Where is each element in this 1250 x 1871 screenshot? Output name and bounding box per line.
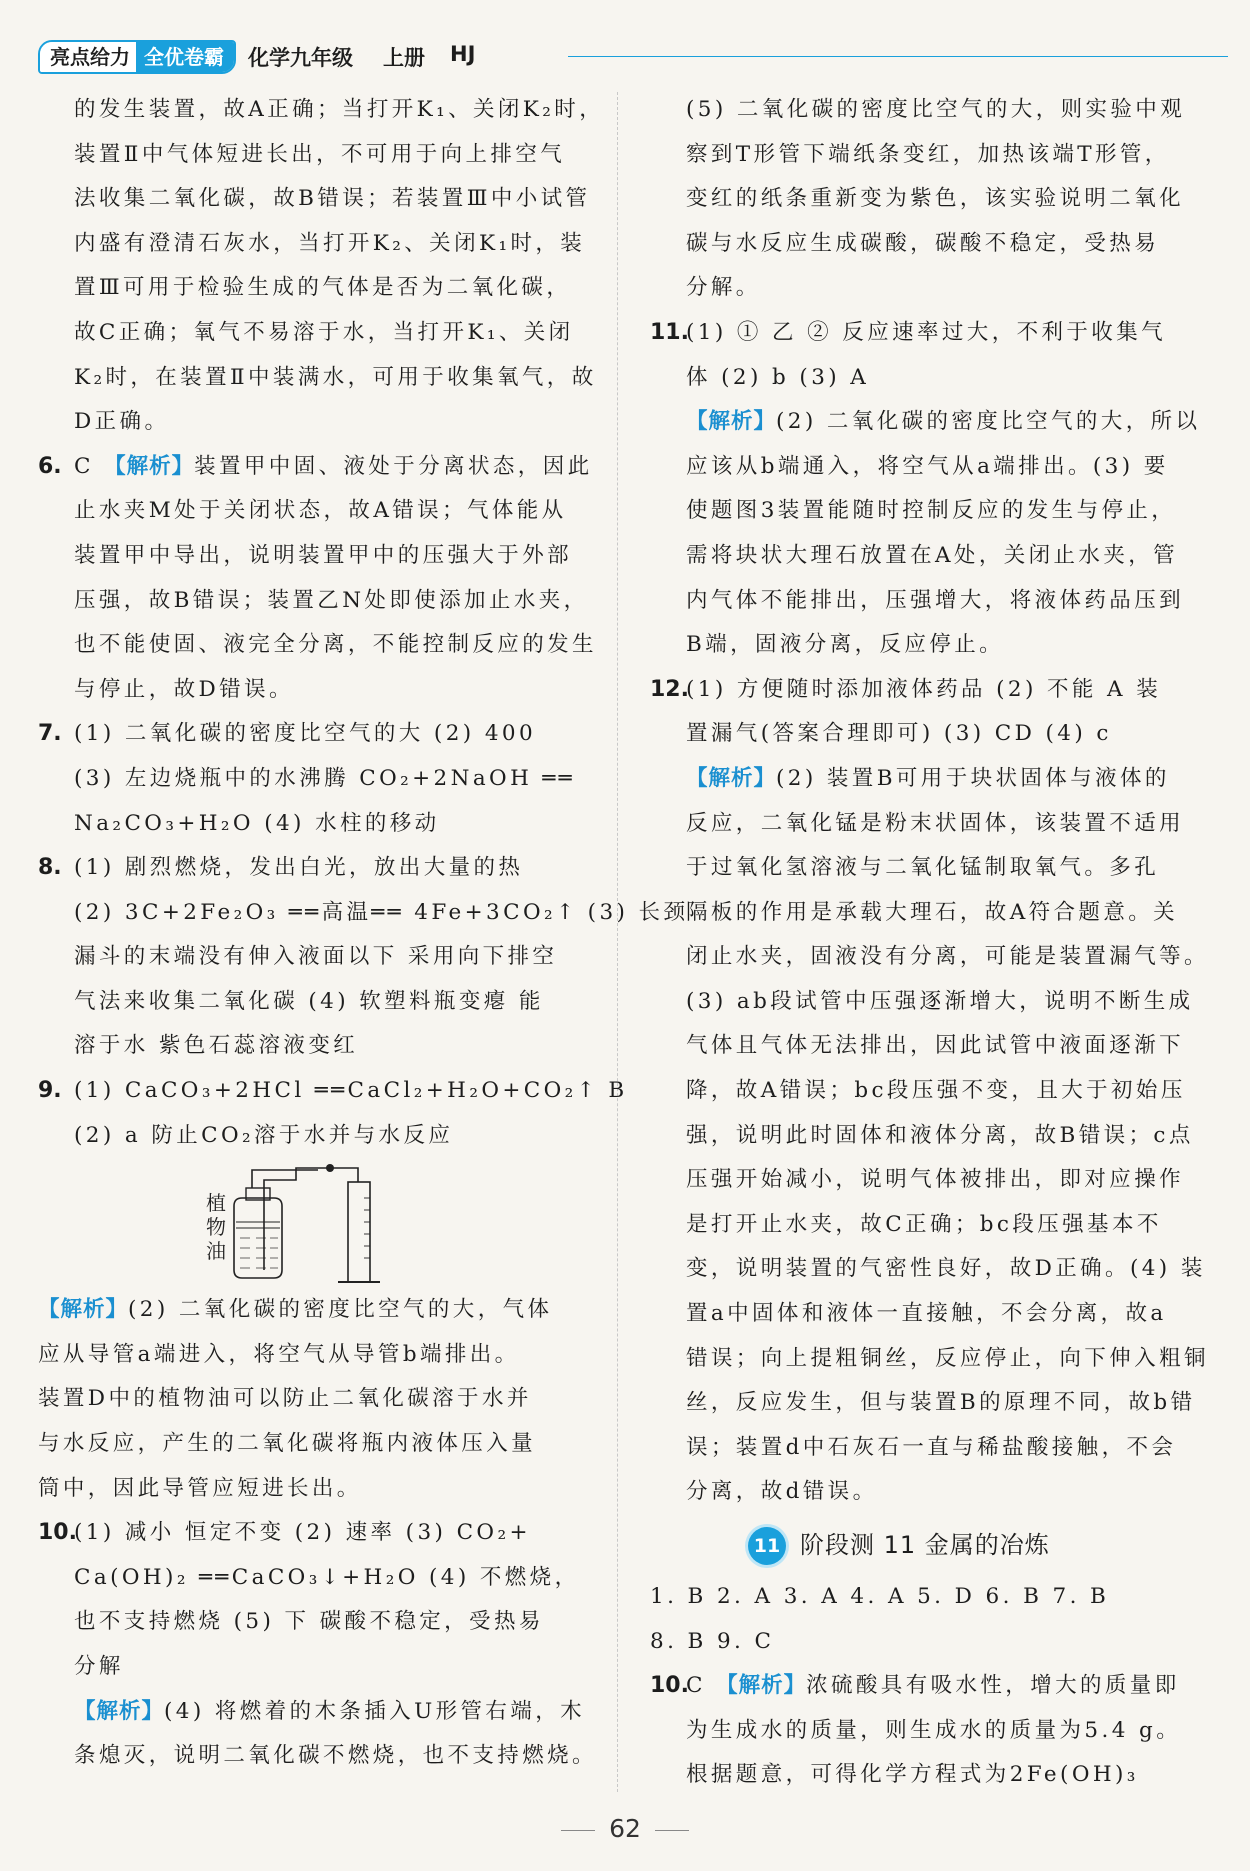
text-line: 压强开始减小，说明气体被排出，即对应操作 <box>686 1167 1185 1193</box>
analysis-tag: 【解析】 <box>716 1673 807 1699</box>
text-line: 于过氧化氢溶液与二氧化锰制取氧气。多孔 <box>686 855 1160 881</box>
page-footer <box>0 1814 1250 1843</box>
figure-label-1: 植 <box>206 1191 230 1216</box>
question-number: 8. <box>38 855 62 881</box>
answers-row: 1. B 2. A 3. A 4. A 5. D 6. B 7. B <box>650 1584 1110 1609</box>
text-line: 溶于水 紫色石蕊溶液变红 <box>74 1033 359 1059</box>
text-line: 错误；向上提粗铜丝，反应停止，向下伸入粗铜 <box>686 1345 1209 1371</box>
subject-label: 化学九年级 <box>248 46 353 70</box>
answer-text: (1) CaCO₃+2HCl ══CaCl₂+H₂O+CO₂↑ B <box>74 1078 628 1104</box>
text-line: (2) a 防止CO₂溶于水并与水反应 <box>74 1122 454 1148</box>
text-line: 与停止，故D错误。 <box>74 676 294 702</box>
text-line: Na₂CO₃+H₂O (4) 水柱的移动 <box>74 810 440 836</box>
question-8 <box>38 846 598 891</box>
text-line: 置Ⅲ可用于检验生成的气体是否为二氧化碳， <box>74 275 572 301</box>
text-line: 碳与水反应生成碳酸，碳酸不稳定，受热易 <box>686 230 1160 256</box>
text-line: 根据题意，可得化学方程式为2Fe(OH)₃ <box>686 1762 1139 1788</box>
text-line: 筒中，因此导管应短进长出。 <box>38 1475 362 1501</box>
water-hatching <box>240 1238 278 1268</box>
page-number: 62 <box>609 1814 641 1843</box>
text-line: 察到T形管下端纸条变红，加热该端T形管， <box>686 141 1170 167</box>
text-line: 条熄灭，说明二氧化碳不燃烧，也不支持燃烧。 <box>74 1743 597 1769</box>
text-line: 是打开止水夹，故C正确；bc段压强基本不 <box>686 1211 1162 1237</box>
answer-text: (1) 二氧化碳的密度比空气的大 (2) 400 <box>74 721 537 747</box>
text-line: K₂时，在装置Ⅱ中装满水，可用于收集氧气，故 <box>74 364 597 390</box>
analysis-tag: 【解析】 <box>686 765 777 791</box>
apparatus-figure <box>38 1158 598 1288</box>
question-11 <box>650 311 1202 356</box>
answer-text: (1) ① 乙 ② 反应速率过大，不利于收集气 <box>686 319 1166 345</box>
text-line: 也不支持燃烧 (5) 下 碳酸不稳定，受热易 <box>74 1609 544 1635</box>
text-line: (3) ab段试管中压强逐渐增大，说明不断生成 <box>686 988 1194 1014</box>
text-line: 与水反应，产生的二氧化碳将瓶内液体压入量 <box>38 1431 537 1457</box>
text-line: (2) 3C+2Fe₂O₃ ══高温══ 4Fe+3CO₂↑ (3) 长颈 <box>74 899 689 925</box>
text-line: 闭止水夹，固液没有分离，可能是装置漏气等。 <box>686 944 1209 970</box>
analysis-tag: 【解析】 <box>686 409 777 435</box>
question-7 <box>38 712 598 757</box>
analysis-line: 【解析】(2) 二氧化碳的密度比空气的大，气体 <box>38 1297 553 1323</box>
answer-text: (1) 方便随时添加液体药品 (2) 不能 A 装 <box>686 676 1162 702</box>
edition-label: HJ <box>450 42 476 66</box>
text-line: 分离，故d错误。 <box>686 1479 878 1505</box>
volume-label: 上册 <box>383 46 425 70</box>
graduated-cylinder <box>348 1182 370 1282</box>
text-line: 装置Ⅱ中气体短进长出，不可用于向上排空气 <box>74 141 566 167</box>
text-line: B端，固液分离，反应停止。 <box>686 632 1005 658</box>
text-line: 反应，二氧化锰是粉末状固体，该装置不适用 <box>686 810 1185 836</box>
answers-row: 8. B 9. C <box>650 1628 775 1654</box>
inlet-tube <box>252 1170 318 1188</box>
footer-dash-right <box>655 1830 689 1831</box>
question-9 <box>38 1069 628 1114</box>
column-divider <box>617 92 618 1792</box>
text-line: 应该从b端通入，将空气从a端排出。(3) 要 <box>686 453 1169 479</box>
text-line: 止水夹M处于关闭状态，故A错误；气体能从 <box>74 498 567 524</box>
text-line: 法收集二氧化碳，故B错误；若装置Ⅲ中小试管 <box>74 186 591 212</box>
outlet-tube <box>264 1168 358 1270</box>
answer-text: C 【解析】浓硫酸具有吸水性，增大的质量即 <box>686 1673 1180 1699</box>
question-number: 10. <box>650 1673 689 1699</box>
question-number: 6. <box>38 453 62 479</box>
text-line: 内气体不能排出，压强增大，将液体药品压到 <box>686 587 1185 613</box>
text-line: D正确。 <box>74 409 170 435</box>
header-rule <box>568 56 1228 57</box>
text-line: 强，说明此时固体和液体分离，故B错误；c点 <box>686 1122 1194 1148</box>
section-heading <box>650 1515 1202 1575</box>
brand-right: 全优卷霸 <box>136 42 234 72</box>
text-line: 隔板的作用是承载大理石，故A符合题意。关 <box>686 899 1179 925</box>
text-line: 气体且气体无法排出，因此试管中液面逐渐下 <box>686 1033 1185 1059</box>
clamp <box>326 1164 334 1172</box>
text-line: 误；装置d中石灰石一直与稀盐酸接触，不会 <box>686 1434 1177 1460</box>
text-line: 为生成水的质量，则生成水的质量为5.4 g。 <box>686 1717 1182 1743</box>
text-line: 也不能使固、液完全分离，不能控制反应的发生 <box>74 632 597 658</box>
cylinder-graduations <box>364 1198 370 1258</box>
text-line: 使题图3装置能随时控制反应的发生与停止， <box>686 498 1177 524</box>
question-number: 9. <box>38 1078 62 1104</box>
text-line: Ca(OH)₂ ══CaCO₃↓+H₂O (4) 不燃烧， <box>74 1564 580 1590</box>
question-6 <box>38 445 598 490</box>
text-line: 置a中固体和液体一直接触，不会分离，故a <box>686 1301 1167 1327</box>
text-line: 应从导管a端进入，将空气从导管b端排出。 <box>38 1341 520 1367</box>
text-line: 丝，反应发生，但与装置B的原理不同，故b错 <box>686 1390 1196 1416</box>
text-line: 分解 <box>74 1654 124 1679</box>
answer-text: (1) 剧烈燃烧，发出白光，放出大量的热 <box>74 855 524 881</box>
analysis-tag: 【解析】 <box>38 1297 129 1323</box>
question-10b <box>650 1664 1202 1709</box>
question-number: 10. <box>38 1520 77 1546</box>
figure-label-3: 油 <box>206 1239 230 1264</box>
text-line: 需将块状大理石放置在A处，关闭止水夹，管 <box>686 542 1179 568</box>
page-header <box>38 36 1198 78</box>
text-line: 装置甲中导出，说明装置甲中的压强大于外部 <box>74 542 573 568</box>
analysis-tag: 【解析】 <box>74 1698 165 1724</box>
answer-text: (1) 减小 恒定不变 (2) 速率 (3) CO₂+ <box>74 1520 531 1546</box>
text-line: (5) 二氧化碳的密度比空气的大，则实验中观 <box>686 97 1186 122</box>
text-line: 变红的纸条重新变为紫色，该实验说明二氧化 <box>686 186 1185 212</box>
question-number: 11. <box>650 319 689 345</box>
figure-label-2: 物 <box>206 1215 230 1240</box>
analysis-line: 【解析】(2) 二氧化碳的密度比空气的大，所以 <box>686 409 1201 435</box>
analysis-line: 【解析】(4) 将燃着的木条插入U形管右端，木 <box>74 1698 586 1724</box>
bottle-cylinder-diagram <box>38 1158 598 1288</box>
text-line: 压强，故B错误；装置乙N处即使添加止水夹， <box>74 587 589 613</box>
text-line: 降，故A错误；bc段压强不变，且大于初始压 <box>686 1078 1186 1104</box>
question-10 <box>38 1511 598 1556</box>
question-12 <box>650 668 1202 713</box>
text-line: 的发生装置，故A正确；当打开K₁、关闭K₂时， <box>74 97 605 122</box>
question-number: 12. <box>650 676 689 702</box>
text-line: 装置D中的植物油可以防止二氧化碳溶于水并 <box>38 1386 532 1412</box>
text-line: 故C正确；氧气不易溶于水，当打开K₁、关闭 <box>74 319 574 345</box>
text-line: 气法来收集二氧化碳 (4) 软塑料瓶变瘪 能 <box>74 988 544 1014</box>
text-line: (3) 左边烧瓶中的水沸腾 CO₂+2NaOH ══ <box>74 765 576 791</box>
section-badge: 11 <box>748 1527 786 1565</box>
answer-text: C 【解析】装置甲中固、液处于分离状态，因此 <box>74 453 593 479</box>
text-line: 漏斗的末端没有伸入液面以下 采用向下排空 <box>74 944 558 970</box>
text-line: 置漏气(答案合理即可) (3) CD (4) c <box>686 721 1112 747</box>
section-title: 阶段测 11 金属的冶炼 <box>800 1531 1050 1559</box>
analysis-line: 【解析】(2) 装置B可用于块状固体与液体的 <box>686 765 1170 791</box>
question-number: 7. <box>38 721 62 747</box>
text-line: 内盛有澄清石灰水，当打开K₂、关闭K₁时，装 <box>74 230 586 256</box>
footer-dash-left <box>561 1830 595 1831</box>
text-line: 体 (2) b (3) A <box>686 364 870 390</box>
brand-logo <box>38 40 236 74</box>
analysis-tag: 【解析】 <box>104 453 195 479</box>
text-line: 变，说明装置的气密性良好，故D正确。(4) 装 <box>686 1256 1206 1282</box>
text-line: 分解。 <box>686 275 761 301</box>
brand-left: 亮点给力 <box>40 42 136 72</box>
right-column <box>650 88 1209 1798</box>
